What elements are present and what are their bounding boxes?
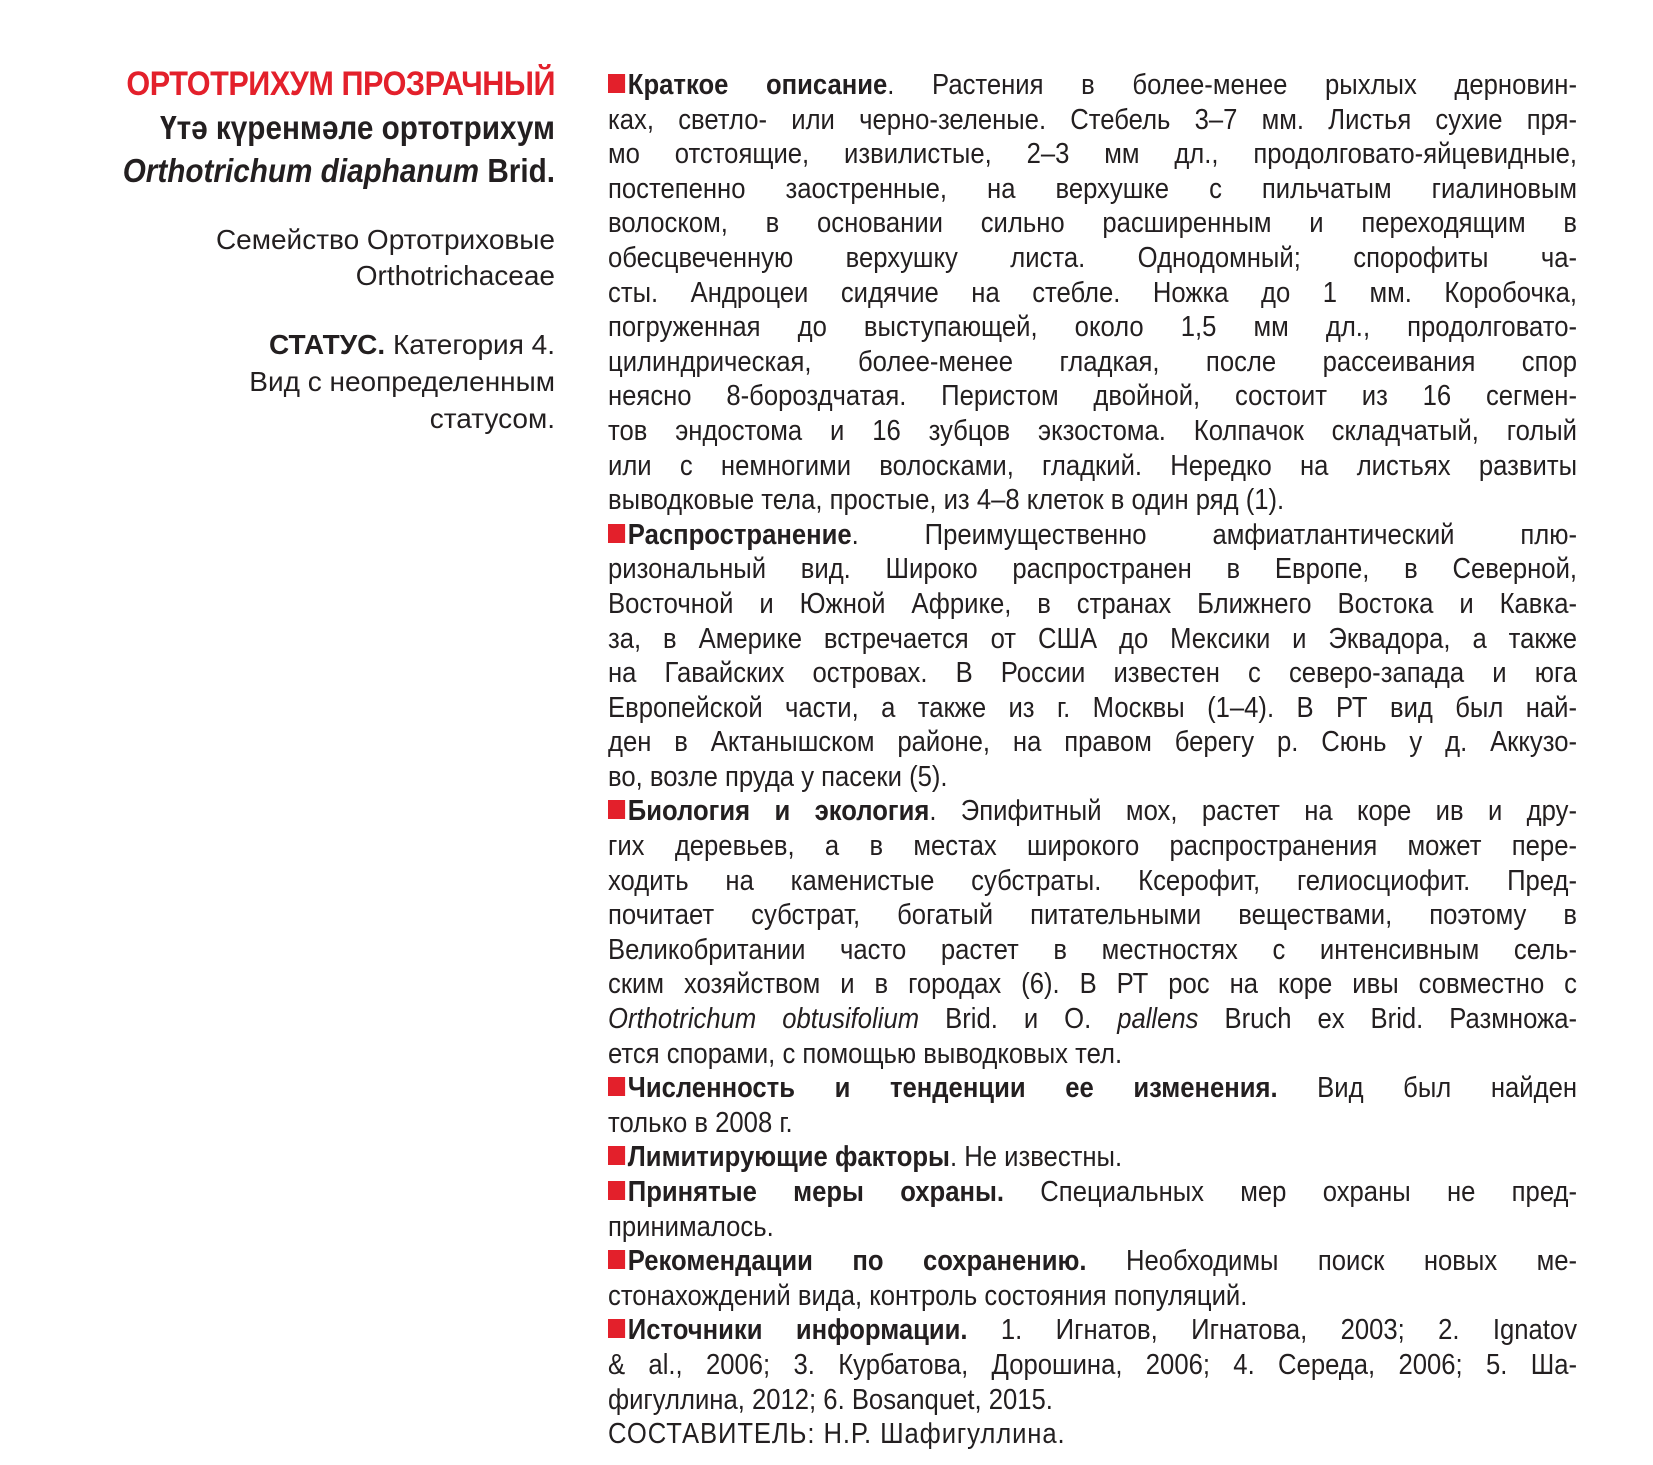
- section-heading: Численность и тенденции ее изменения.: [627, 1072, 1278, 1105]
- text-line: гих деревьев, а в местах широкого распространения может пере-: [608, 830, 1578, 863]
- section-abundance: [608, 1071, 1578, 1140]
- status-block: [40, 326, 555, 437]
- section-bullet-icon: [608, 1146, 625, 1165]
- section-heading: Рекомендации по сохранению.: [627, 1245, 1087, 1278]
- section-heading: Принятые меры охраны.: [627, 1176, 1004, 1208]
- title-russian: ОРТОТРИХУМ ПРОЗРАЧНЫЙ: [126, 65, 555, 103]
- text-line: выводковые тела, простые, из 4–8 клеток в один ряд (1).: [608, 484, 1285, 517]
- text-line: принималось.: [608, 1210, 774, 1243]
- text-line: ден в Актанышском районе, на правом берегу р. Сюнь у д. Аккузо-: [608, 726, 1578, 759]
- section-bullet-icon: [608, 800, 625, 819]
- section-recommendations: [608, 1244, 1578, 1313]
- section-bullet-icon: [608, 1250, 625, 1269]
- section-protection-measures: [608, 1175, 1578, 1244]
- section-bullet-icon: [608, 1181, 625, 1200]
- text-line: Источники информации. 1. Игнатов, Игнатова, 2003; 2. Ignatov: [608, 1313, 1577, 1348]
- text-line: за, в Америке встречается от США до Мексики и Эквадора, а также: [608, 622, 1578, 655]
- compiler-credit: СОСТАВИТЕЛЬ: Н.Р. Шафигуллина.: [608, 1418, 1066, 1451]
- text-line: погруженная до выступающей, около 1,5 мм дл., продолговато-: [608, 311, 1578, 344]
- text-line: Orthotrichum obtusifolium Brid. и O. pallens Bruch ex Brid. Размножа-: [608, 1003, 1578, 1036]
- latin-binomial: Orthotrichum diaphanum: [122, 152, 480, 189]
- text-line: цилиндрическая, более-менее гладкая, после рассеивания спор: [608, 345, 1578, 378]
- text-line: ходить на каменистые субстраты. Ксерофит, гелиосциофит. Пред-: [608, 864, 1578, 897]
- text-line: или с немногими волосками, гладкий. Нередко на листьях развиты: [608, 449, 1578, 482]
- text-line: неясно 8-бороздчатая. Перистом двойной, состоит из 16 сегмен-: [608, 380, 1578, 413]
- text-line: Восточной и Южной Африке, в странах Ближнего Востока и Кавка-: [608, 587, 1578, 620]
- latin-author: Brid.: [487, 152, 555, 189]
- section-heading: Краткое описание: [627, 69, 888, 101]
- text-line: Численность и тенденции ее изменения. Вид был найден: [608, 1071, 1577, 1106]
- section-heading: Лимитирующие факторы: [627, 1141, 950, 1174]
- species-header: [40, 62, 555, 437]
- section-bullet-icon: [608, 74, 625, 93]
- text-line: фигуллина, 2012; 6. Bosanquet, 2015.: [608, 1383, 1053, 1416]
- text-line: Лимитирующие факторы. Не известны.: [608, 1140, 1577, 1175]
- text-line: Великобритании часто растет в местностях с интенсивным сель-: [608, 933, 1578, 966]
- text-line: ризональный вид. Широко распространен в Европе, в Северной,: [608, 553, 1578, 586]
- status-line-3: статусом.: [429, 403, 555, 434]
- title-latin: [92, 149, 556, 192]
- status-category: Категория 4.: [392, 329, 555, 360]
- text-line: постепенно заостренные, на верхушке с пильчатым гиалиновым: [608, 172, 1578, 205]
- section-bullet-icon: [608, 524, 625, 543]
- text-line: стонахождений вида, контроль состояния популяций.: [608, 1279, 1248, 1312]
- section-distribution: [608, 518, 1578, 795]
- text-line: ским хозяйством и в городах (6). В РТ рос на коре ивы совместно с: [608, 968, 1578, 1001]
- family-block: [40, 222, 555, 294]
- text-line: обесцвеченную верхушку листа. Однодомный; спорофиты ча-: [608, 241, 1578, 274]
- text-line: Рекомендации по сохранению. Необходимы поиск новых ме-: [608, 1244, 1577, 1279]
- section-limiting-factors: [608, 1140, 1578, 1175]
- text-line: ется спорами, с помощью выводковых тел.: [608, 1037, 1123, 1070]
- section-heading: Биология и экология: [627, 795, 930, 828]
- section-bullet-icon: [608, 1319, 625, 1338]
- section-sources: [608, 1313, 1578, 1417]
- section-heading: Источники информации.: [627, 1314, 968, 1347]
- text-line: во, возле пруда у пасеки (5).: [608, 760, 948, 793]
- section-bullet-icon: [608, 1077, 625, 1096]
- family-latin: Orthotrichaceae: [355, 260, 555, 291]
- text-line: волоском, в основании сильно расширенным и переходящим в: [608, 207, 1578, 240]
- text-line: мо отстоящие, извилистые, 2–3 мм дл., продолговато-яйцевидные,: [608, 138, 1578, 171]
- status-line-2: Вид с неопределенным: [249, 366, 555, 397]
- section-description: [608, 68, 1578, 518]
- text-line: Принятые меры охраны. Специальных мер охраны не пред-: [608, 1175, 1577, 1210]
- text-line: почитает субстрат, богатый питательными веществами, поэтому в: [608, 899, 1578, 932]
- text-line: только в 2008 г.: [608, 1106, 793, 1139]
- section-heading: Распространение: [627, 518, 852, 551]
- text-line: сты. Андроцеи сидячие на стебле. Ножка до 1 мм. Коробочка,: [608, 276, 1578, 309]
- text-line: Биология и экология. Эпифитный мох, растет на коре ив и дру-: [608, 794, 1577, 829]
- article-body: [608, 68, 1578, 1452]
- title-tatar: Үтә күренмәле ортотрихум: [160, 109, 555, 146]
- section-biology: [608, 794, 1578, 1071]
- text-line: Распространение. Преимущественно амфиатлантический плю-: [608, 518, 1577, 553]
- text-line: Краткое описание. Растения в более-менее рыхлых дерновин-: [608, 68, 1577, 103]
- text-line: ках, светло- или черно-зеленые. Стебель 3–7 мм. Листья сухие пря-: [608, 103, 1578, 136]
- family-russian: Семейство Ортотриховые: [215, 224, 555, 255]
- text-line: тов эндостома и 16 зубцов экзостома. Колпачок складчатый, голый: [608, 414, 1578, 447]
- text-line: & al., 2006; 3. Курбатова, Дорошина, 2006; 4. Середа, 2006; 5. Ша-: [608, 1348, 1578, 1381]
- text-line: на Гавайских островах. В России известен с северо-запада и юга: [608, 657, 1578, 690]
- status-label: СТАТУС.: [268, 329, 386, 360]
- text-line: Европейской части, а также из г. Москвы (1–4). В РТ вид был най-: [608, 691, 1578, 724]
